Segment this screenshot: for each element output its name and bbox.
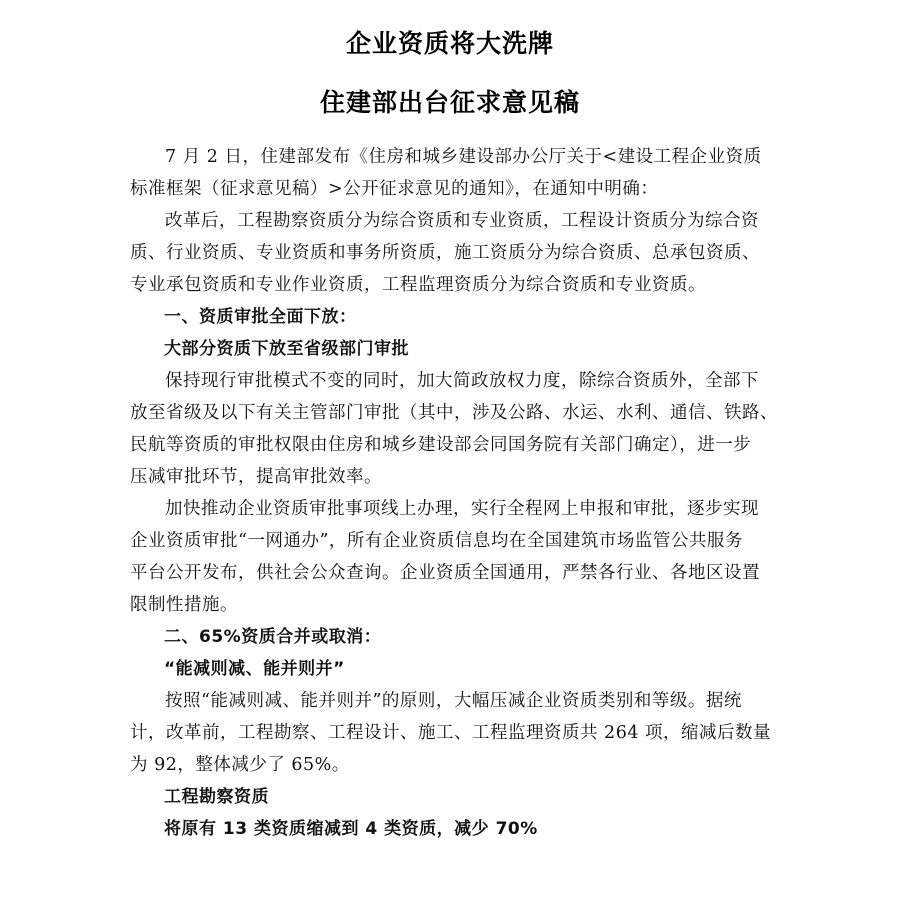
text-line: 专业承包资质和专业作业资质，工程监理资质分为综合资质和专业资质。 bbox=[130, 275, 706, 295]
paragraph-announcement bbox=[130, 141, 770, 205]
text-line: 质、行业资质、专业资质和事务所资质，施工资质分为综合资质、总承包资质、 bbox=[130, 243, 760, 263]
text-line: 按照“能减则减、能并则并”的原则，大幅压减企业资质类别和等级。据统 bbox=[165, 691, 742, 711]
text-line: 民航等资质的审批权限由住房和城乡建设部会同国务院有关部门确定），进一步 bbox=[130, 435, 752, 455]
paragraph-approval-delegation bbox=[130, 365, 778, 493]
text-line: 企业资质审批“一网通办”，所有企业资质信息均在全国建筑市场监管公共服务 bbox=[130, 531, 743, 551]
text-line: 压减审批环节，提高审批效率。 bbox=[130, 467, 382, 487]
text-line: 计，改革前，工程勘察、工程设计、施工、工程监理资质共 264 项，缩减后数量 bbox=[130, 723, 772, 743]
document-subtitle: 住建部出台征求意见稿 bbox=[319, 88, 580, 117]
paragraph-reduction-stats bbox=[130, 685, 770, 781]
section-heading-1: 一、资质审批全面下放： bbox=[164, 307, 357, 327]
section-subheading-1: 大部分资质下放至省级部门审批 bbox=[164, 339, 409, 359]
text-line: 7 月 2 日，住建部发布《住房和城乡建设部办公厅关于<建设工程企业资质 bbox=[165, 147, 762, 167]
text-line: 为 92，整体减少了 65%。 bbox=[130, 755, 350, 775]
document-body bbox=[130, 141, 778, 845]
section-heading-2: 二、65%资质合并或取消： bbox=[164, 627, 382, 647]
section-subheading-2: “能减则减、能并则并” bbox=[164, 659, 345, 679]
text-line: 改革后，工程勘察资质分为综合资质和专业资质，工程设计资质分为综合资 bbox=[165, 211, 759, 231]
text-line: 平台公开发布，供社会公众查询。企业资质全国通用，严禁各行业、各地区设置 bbox=[130, 563, 760, 583]
text-line: 保持现行审批模式不变的同时，加大简政放权力度，除综合资质外，全部下 bbox=[165, 371, 759, 391]
section-heading-3: 工程勘察资质 bbox=[164, 787, 269, 807]
section-heading-4: 将原有 13 类资质缩减到 4 类资质，减少 70% bbox=[164, 819, 538, 839]
paragraph-online-approval bbox=[130, 493, 770, 621]
text-line: 放至省级及以下有关主管部门审批（其中，涉及公路、水运、水利、通信、铁路、 bbox=[130, 403, 778, 423]
text-line: 标准框架（征求意见稿）>公开征求意见的通知》，在通知中明确： bbox=[130, 179, 659, 199]
text-line: 加快推动企业资质审批事项线上办理，实行全程网上申报和审批，逐步实现 bbox=[165, 499, 759, 519]
text-line: 限制性措施。 bbox=[130, 595, 238, 615]
paragraph-reform-overview bbox=[130, 205, 770, 301]
document-title: 企业资质将大洗牌 bbox=[345, 29, 554, 58]
